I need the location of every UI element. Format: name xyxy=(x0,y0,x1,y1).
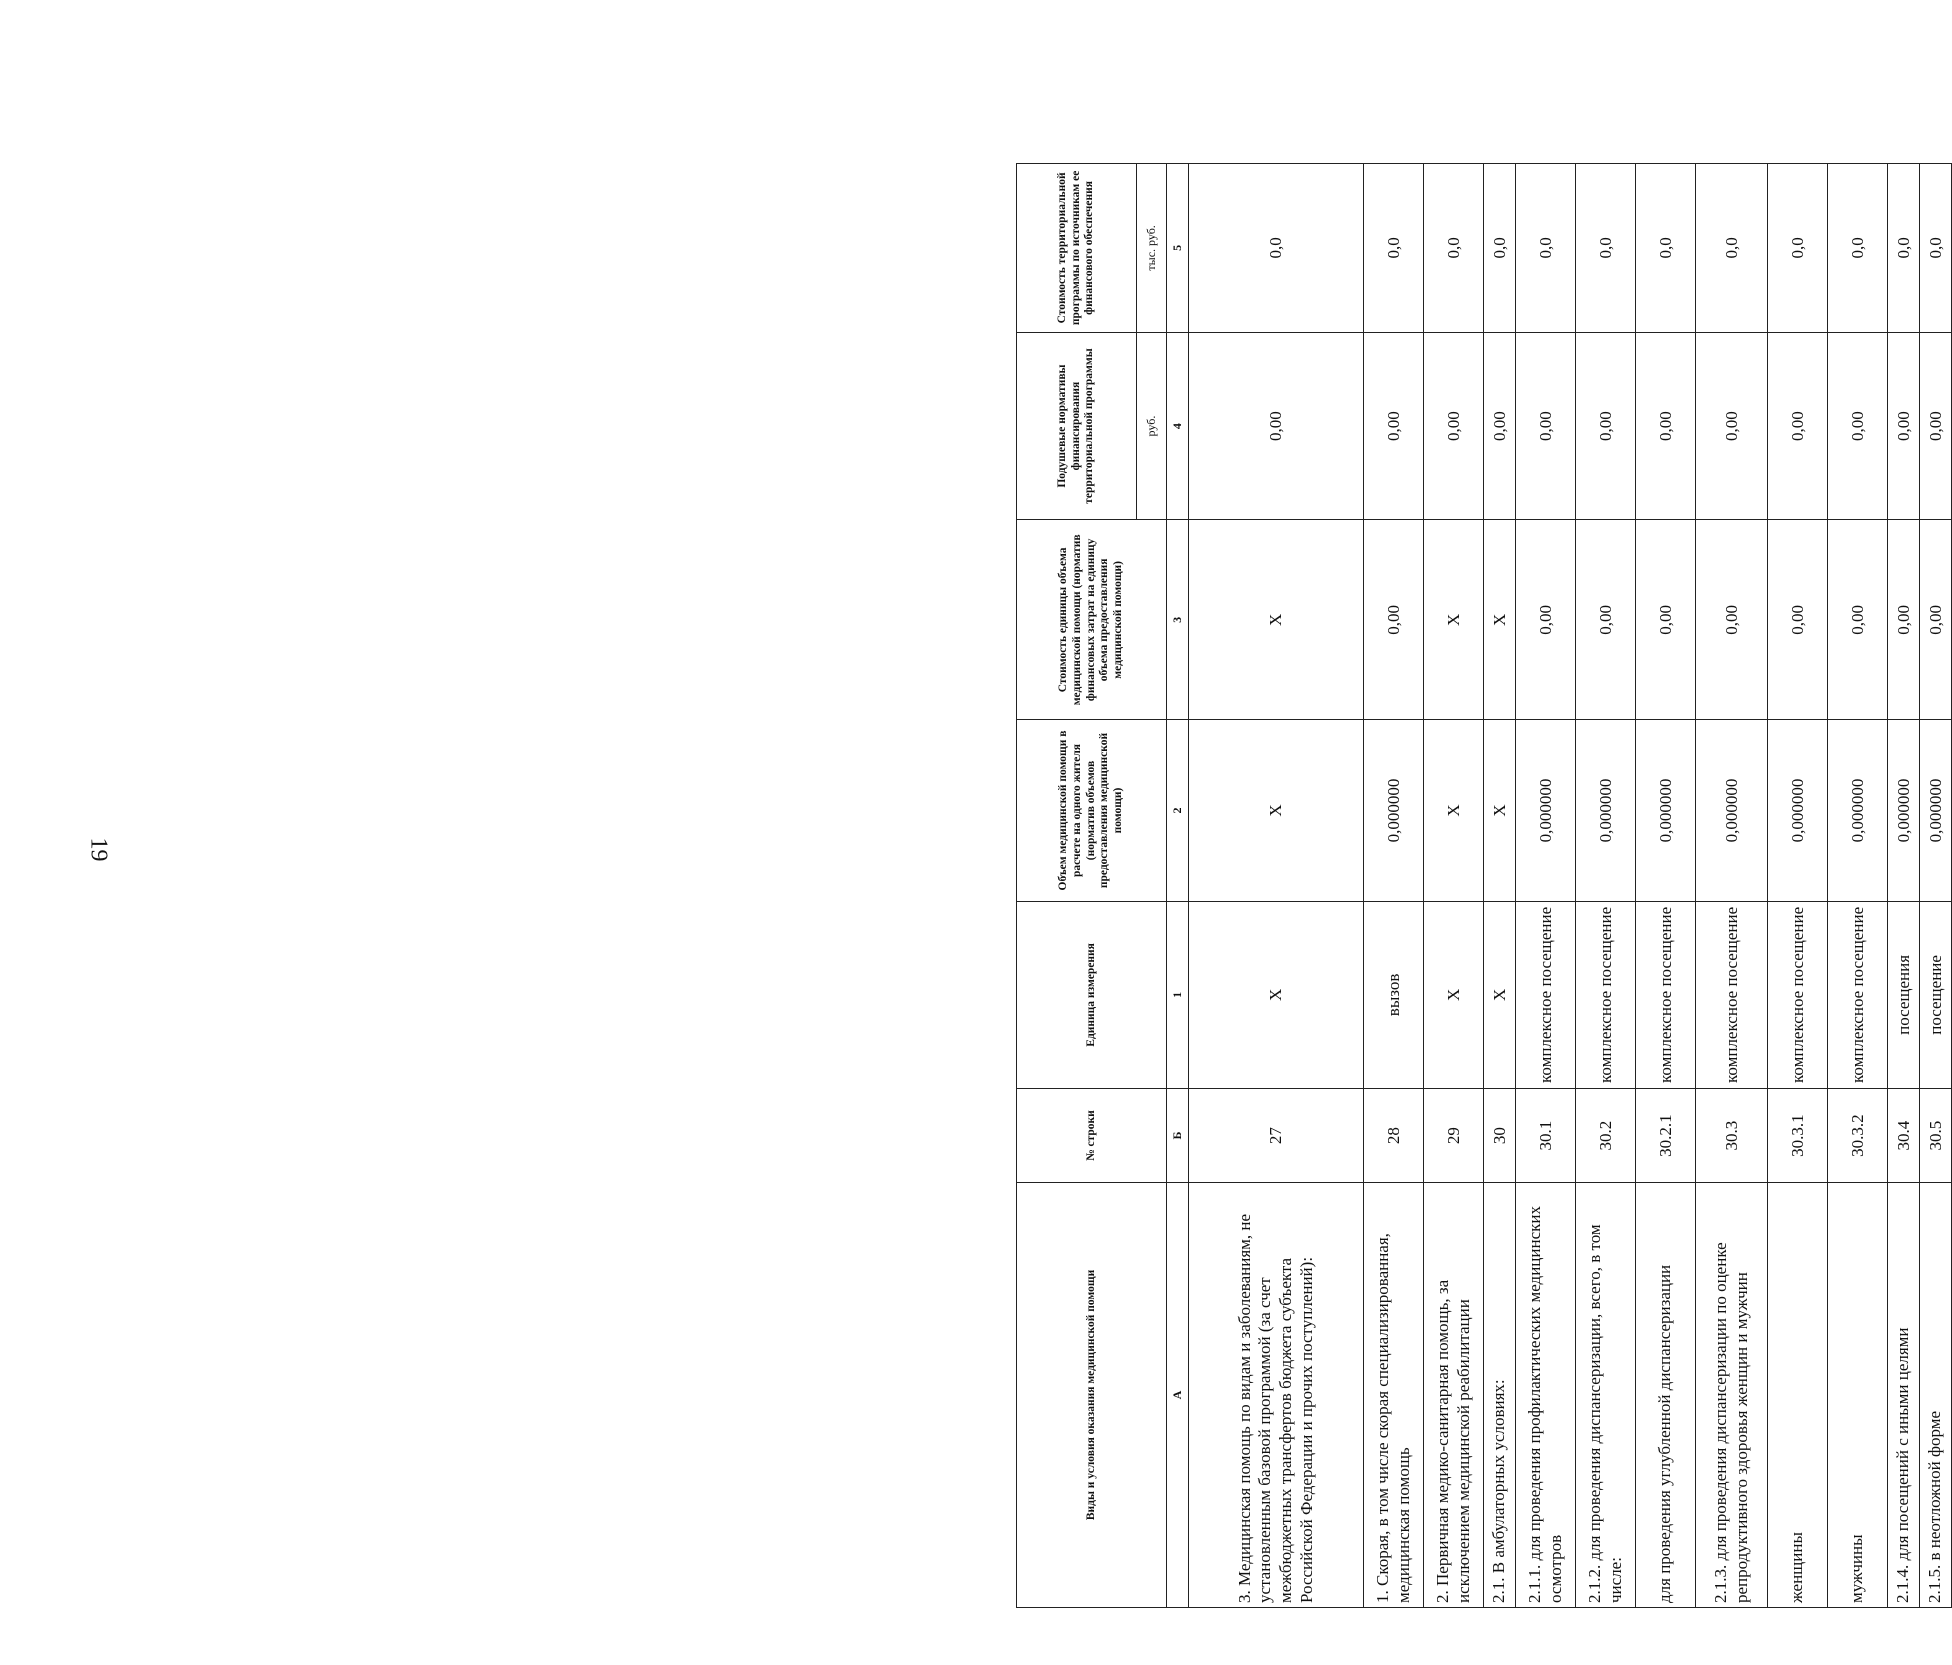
program-cost-cell: 0,0 xyxy=(1696,164,1768,333)
program-cost-cell: 0,0 xyxy=(1189,164,1364,333)
care-type-cell: 2.1.1. для проведения профилактических медицинских осмотров xyxy=(1516,1182,1576,1607)
program-cost-cell: 0,0 xyxy=(1424,164,1484,333)
index-cell: 5 xyxy=(1167,164,1189,333)
per-capita-cell: 0,00 xyxy=(1828,332,1888,520)
care-type-cell: 2.1. В амбулаторных условиях: xyxy=(1484,1182,1516,1607)
program-cost-cell: 0,0 xyxy=(1484,164,1516,333)
unit-cost-cell: 0,00 xyxy=(1364,520,1424,720)
header-care-type: Виды и условия оказания медицинской помощи xyxy=(1017,1182,1167,1607)
unit-cell: комплексное посещение xyxy=(1636,901,1696,1089)
per-capita-cell: 0,00 xyxy=(1636,332,1696,520)
program-cost-cell: 0,0 xyxy=(1516,164,1576,333)
program-cost-cell: 0,0 xyxy=(1364,164,1424,333)
index-cell: 2 xyxy=(1167,720,1189,901)
table-row xyxy=(1920,164,1952,1608)
header-unit-cost: Стоимость единицы объема медицинской помощи (норматив финансовых затрат на единицу объема предоставления медицинской помощи) xyxy=(1017,520,1167,720)
unit-rub: руб. xyxy=(1137,332,1167,520)
per-capita-cell: 0,00 xyxy=(1888,332,1920,520)
unit-cost-cell: Х xyxy=(1424,520,1484,720)
care-type-cell: для проведения углубленной диспансеризации xyxy=(1636,1182,1696,1607)
unit-cost-cell: 0,00 xyxy=(1576,520,1636,720)
per-capita-cell: 0,00 xyxy=(1920,332,1952,520)
program-cost-cell: 0,0 xyxy=(1888,164,1920,333)
header-program-cost: Стоимость территориальной программы по источникам ее финансового обеспечения xyxy=(1017,164,1137,333)
table-row xyxy=(1189,164,1364,1608)
unit-cell: посещения xyxy=(1888,901,1920,1089)
unit-cost-cell: Х xyxy=(1484,520,1516,720)
row-number-cell: 30.3.1 xyxy=(1768,1089,1828,1183)
per-capita-cell: 0,00 xyxy=(1696,332,1768,520)
row-number-cell: 27 xyxy=(1189,1089,1364,1183)
unit-cost-cell: Х xyxy=(1189,520,1364,720)
header-row-number: № строки xyxy=(1017,1089,1167,1183)
table-row xyxy=(1768,164,1828,1608)
unit-cell: комплексное посещение xyxy=(1768,901,1828,1089)
table-row xyxy=(1424,164,1484,1608)
row-number-cell: 28 xyxy=(1364,1089,1424,1183)
unit-thousand-rub: тыс. руб. xyxy=(1137,164,1167,333)
table-row xyxy=(1888,164,1920,1608)
table-row xyxy=(1696,164,1768,1608)
volume-cell: Х xyxy=(1424,720,1484,901)
volume-cell: 0,000000 xyxy=(1636,720,1696,901)
index-cell: А xyxy=(1167,1182,1189,1607)
unit-cost-cell: 0,00 xyxy=(1888,520,1920,720)
unit-cell: посещение xyxy=(1920,901,1952,1089)
row-number-cell: 29 xyxy=(1424,1089,1484,1183)
per-capita-cell: 0,00 xyxy=(1484,332,1516,520)
unit-cost-cell: 0,00 xyxy=(1636,520,1696,720)
volume-cell: 0,000000 xyxy=(1576,720,1636,901)
program-cost-cell: 0,0 xyxy=(1768,164,1828,333)
volume-cell: 0,000000 xyxy=(1920,720,1952,901)
care-type-cell: 2. Первичная медико-санитарная помощь, за исключением медицинской реабилитации xyxy=(1424,1182,1484,1607)
row-number-cell: 30.3.2 xyxy=(1828,1089,1888,1183)
care-type-cell: 2.1.2. для проведения диспансеризации, всего, в том числе: xyxy=(1576,1182,1636,1607)
unit-cost-cell: 0,00 xyxy=(1828,520,1888,720)
row-number-cell: 30 xyxy=(1484,1089,1516,1183)
program-cost-cell: 0,0 xyxy=(1636,164,1696,333)
per-capita-cell: 0,00 xyxy=(1189,332,1364,520)
unit-cost-cell: 0,00 xyxy=(1696,520,1768,720)
table-row xyxy=(1364,164,1424,1608)
per-capita-cell: 0,00 xyxy=(1768,332,1828,520)
rotated-table-wrapper xyxy=(1016,163,1945,1608)
index-cell: 3 xyxy=(1167,520,1189,720)
unit-cell: Х xyxy=(1189,901,1364,1089)
index-cell: Б xyxy=(1167,1089,1189,1183)
unit-cost-cell: 0,00 xyxy=(1920,520,1952,720)
page-number: 19 xyxy=(85,837,112,862)
unit-cell: Х xyxy=(1484,901,1516,1089)
table-body xyxy=(1189,164,1952,1608)
table-row xyxy=(1484,164,1516,1608)
header-volume: Объем медицинской помощи в расчете на одного жителя (норматив объемов предоставления медицинской помощи) xyxy=(1017,720,1167,901)
header-per-capita: Подушевые нормативы финансирования территориальной программы xyxy=(1017,332,1137,520)
table-row xyxy=(1516,164,1576,1608)
row-number-cell: 30.4 xyxy=(1888,1089,1920,1183)
care-type-cell: мужчины xyxy=(1828,1182,1888,1607)
row-number-cell: 30.3 xyxy=(1696,1089,1768,1183)
volume-cell: 0,000000 xyxy=(1888,720,1920,901)
program-cost-cell: 0,0 xyxy=(1920,164,1952,333)
care-type-cell: 2.1.5. в неотложной форме xyxy=(1920,1182,1952,1607)
care-type-cell: 1. Скорая, в том числе скорая специализированная, медицинская помощь xyxy=(1364,1182,1424,1607)
volume-cell: Х xyxy=(1189,720,1364,901)
per-capita-cell: 0,00 xyxy=(1364,332,1424,520)
unit-cost-cell: 0,00 xyxy=(1516,520,1576,720)
row-number-cell: 30.2.1 xyxy=(1636,1089,1696,1183)
volume-cell: 0,000000 xyxy=(1768,720,1828,901)
care-type-cell: 2.1.3. для проведения диспансеризации по оценке репродуктивного здоровья женщин и мужчин xyxy=(1696,1182,1768,1607)
volume-cell: 0,000000 xyxy=(1696,720,1768,901)
unit-cell: Х xyxy=(1424,901,1484,1089)
unit-cell: комплексное посещение xyxy=(1696,901,1768,1089)
per-capita-cell: 0,00 xyxy=(1576,332,1636,520)
index-cell: 4 xyxy=(1167,332,1189,520)
unit-cell: комплексное посещение xyxy=(1576,901,1636,1089)
program-cost-cell: 0,0 xyxy=(1828,164,1888,333)
per-capita-cell: 0,00 xyxy=(1516,332,1576,520)
index-cell: 1 xyxy=(1167,901,1189,1089)
row-number-cell: 30.1 xyxy=(1516,1089,1576,1183)
care-type-cell: 3. Медицинская помощь по видам и заболеваниям, не установленным базовой программой (за счет межбюджетных трансфертов бюджета субъекта Российской Федерации и прочих поступлений): xyxy=(1189,1182,1364,1607)
unit-cell: комплексное посещение xyxy=(1828,901,1888,1089)
volume-cell: 0,000000 xyxy=(1828,720,1888,901)
volume-cell: 0,000000 xyxy=(1364,720,1424,901)
unit-cost-cell: 0,00 xyxy=(1768,520,1828,720)
table-row xyxy=(1828,164,1888,1608)
table-row xyxy=(1636,164,1696,1608)
volume-cell: Х xyxy=(1484,720,1516,901)
care-type-cell: 2.1.4. для посещений с иными целями xyxy=(1888,1182,1920,1607)
care-type-cell: женщины xyxy=(1768,1182,1828,1607)
row-number-cell: 30.2 xyxy=(1576,1089,1636,1183)
row-number-cell: 30.5 xyxy=(1920,1089,1952,1183)
program-cost-cell: 0,0 xyxy=(1576,164,1636,333)
medical-care-table xyxy=(1016,163,1952,1608)
unit-cell: вызов xyxy=(1364,901,1424,1089)
volume-cell: 0,000000 xyxy=(1516,720,1576,901)
header-unit: Единица измерения xyxy=(1017,901,1167,1089)
unit-cell: комплексное посещение xyxy=(1516,901,1576,1089)
per-capita-cell: 0,00 xyxy=(1424,332,1484,520)
table-row xyxy=(1576,164,1636,1608)
